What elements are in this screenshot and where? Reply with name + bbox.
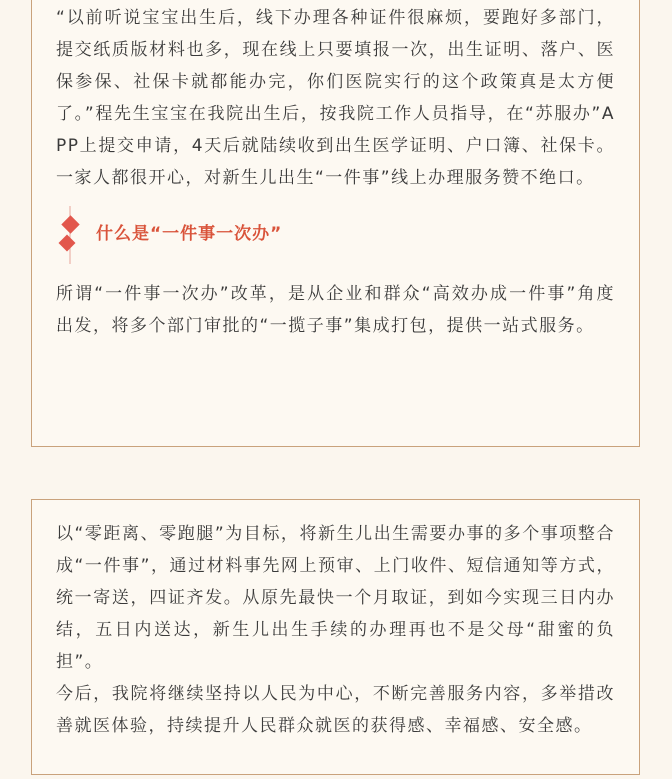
future-paragraph: 今后，我院将继续坚持以人民为中心，不断完善服务内容，多举措改善就医体验，持续提升人民群众就医的获得感、幸福感、安全感。 [56,684,615,736]
testimonial-paragraph: “以前听说宝宝出生后，线下办理各种证件很麻烦，要跑好多部门，提交纸质版材料也多，现在线上只要填报一次，出生证明、落户、医保参保、社保卡就都能办完，你们医院实行的这个政策真是太方便了。”程先生宝宝在我院出生后，按我院工作人员指导，在“苏服办”APP上提交申请，4天后就陆续收到出生医学证明、户口簿、社保卡。一家人都很开心，对新生儿出生“一件事”线上办理服务赞不绝口。 [56,8,615,188]
content-card-bottom [31,499,640,775]
section-heading-text: 什么是“一件事一次办” [96,224,283,244]
section-heading [56,206,615,264]
content-card-top [31,0,640,447]
goal-paragraph: 以“零距离、零跑腿”为目标，将新生儿出生需要办事的多个事项整合成“一件事”，通过材料事先网上预审、上门收件、短信通知等方式，统一寄送，四证齐发。从原先最快一个月取证，到如今实现三日内办结，五日内送达，新生儿出生手续的办理再也不是父母“甜蜜的负担”。 [56,524,615,672]
lantern-ornament-icon [56,206,90,264]
definition-paragraph: 所谓“一件事一次办”改革，是从企业和群众“高效办成一件事”角度出发，将多个部门审批的“一揽子事”集成打包，提供一站式服务。 [56,284,615,336]
